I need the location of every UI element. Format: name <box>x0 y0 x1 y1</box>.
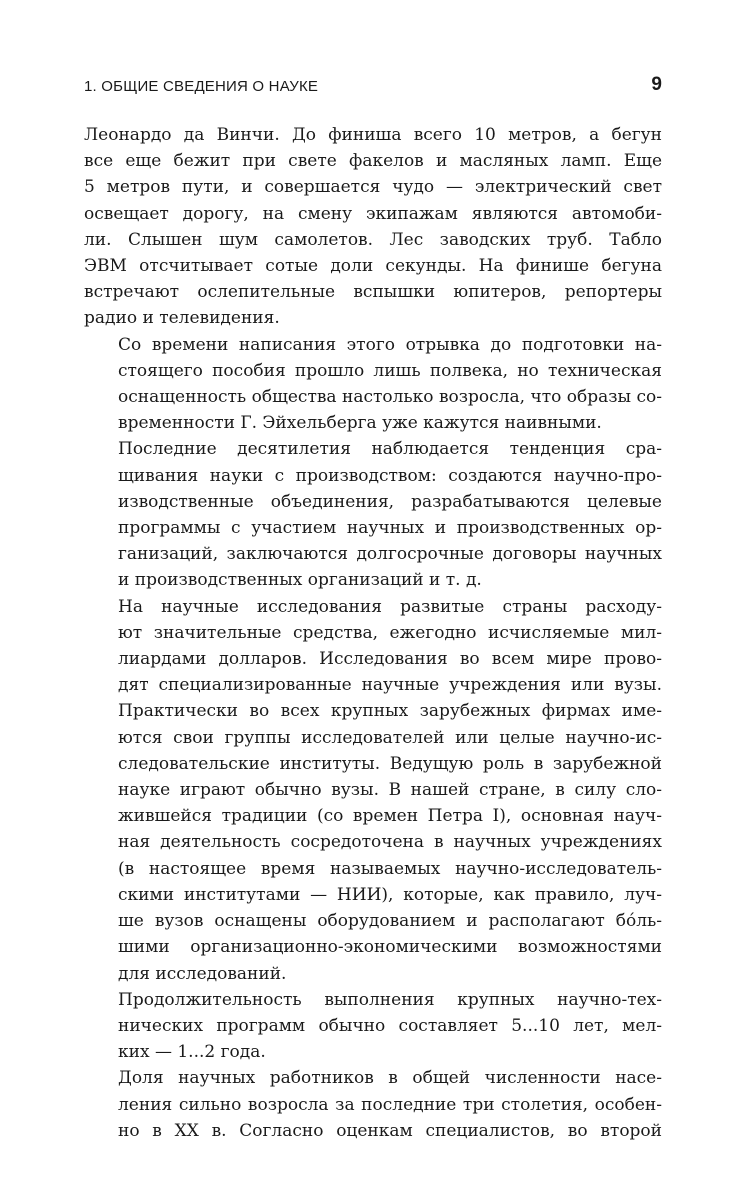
text-line: изводственные объединения, разрабатываются целевые <box>118 491 662 512</box>
text-line: щивания науки с производством: создаются научно-про- <box>118 465 662 486</box>
paragraph-3 <box>84 436 662 593</box>
text-line: радио и телевидения. <box>84 308 280 329</box>
text-line: скими институтами — НИИ), которые, как правило, луч- <box>118 884 662 905</box>
text-line: все еще бежит при свете факелов и масляных ламп. Еще <box>84 151 662 172</box>
text-line: ления сильно возросла за последние три столетия, особен- <box>118 1094 662 1115</box>
text-line: лиардами долларов. Исследования во всем мире прово- <box>118 649 662 670</box>
text-line: Леонардо да Винчи. До финиша всего 10 метров, а бегун <box>84 125 662 145</box>
page-header <box>84 74 662 100</box>
text-line: (в настоящее время называемых научно-исследователь- <box>118 858 662 879</box>
text-line: ная деятельность сосредоточена в научных учреждениях <box>118 832 662 853</box>
text-line: и производственных организаций и т. д. <box>118 570 482 591</box>
text-line: ли. Слышен шум самолетов. Лес заводских труб. Табло <box>84 229 662 250</box>
text-line: Со времени написания этого отрывка до подготовки на- <box>118 334 662 355</box>
text-line: нических программ обычно составляет 5...10 лет, мел- <box>118 1015 662 1036</box>
text-line: дят специализированные научные учреждения или вузы. <box>118 675 662 696</box>
text-line: ЭВМ отсчитывает сотые доли секунды. На финише бегуна <box>84 256 662 277</box>
text-line: ких — 1...2 года. <box>118 1042 266 1063</box>
text-line: Последние десятилетия наблюдается тенденция сра- <box>118 439 662 460</box>
text-line: временности Г. Эйхельберга уже кажутся наивными. <box>118 413 602 434</box>
text-line: Доля научных работников в общей численности насе- <box>118 1068 662 1089</box>
text-line: науке играют обычно вузы. В нашей стране, в силу сло- <box>118 780 662 801</box>
text-line: встречают ослепительные вспышки юпитеров, репортеры <box>84 282 662 303</box>
body-text <box>84 122 662 1144</box>
text-line: ганизаций, заключаются долгосрочные договоры научных <box>118 544 662 565</box>
paragraph-6 <box>84 1065 662 1144</box>
text-line: жившейся традиции (со времен Петра I), основная науч- <box>118 806 662 827</box>
paragraph-1 <box>84 122 662 332</box>
text-line: ше вузов оснащены оборудованием и располагают бо́ль- <box>118 911 662 932</box>
text-line: Практически во всех крупных зарубежных фирмах име- <box>118 701 662 722</box>
paragraph-2 <box>84 332 662 437</box>
text-line: ются свои группы исследователей или целые научно-ис- <box>118 727 662 748</box>
text-line: шими организационно-экономическими возможностями <box>118 937 662 958</box>
text-line: но в XX в. Согласно оценкам специалистов, во второй <box>118 1120 662 1141</box>
text-line: ют значительные средства, ежегодно исчисляемые мил- <box>118 622 662 643</box>
text-line: для исследований. <box>118 963 287 984</box>
text-line: Продолжительность выполнения крупных научно-тех- <box>118 989 662 1010</box>
text-line: стоящего пособия прошло лишь полвека, но техническая <box>118 360 662 381</box>
page-number: 9 <box>651 74 662 95</box>
text-line: оснащенность общества настолько возросла, что образы со- <box>118 387 662 408</box>
text-line: освещает дорогу, на смену экипажам являются автомоби- <box>84 203 662 224</box>
text-line: следовательские институты. Ведущую роль в зарубежной <box>118 753 662 774</box>
paragraph-5 <box>84 987 662 1066</box>
text-line: На научные исследования развитые страны расходу- <box>118 596 662 617</box>
text-line: 5 метров пути, и совершается чудо — электрический свет <box>84 177 662 198</box>
text-line: программы с участием научных и производственных ор- <box>118 518 662 539</box>
paragraph-4 <box>84 594 662 987</box>
running-title: 1. ОБЩИЕ СВЕДЕНИЯ О НАУКЕ <box>84 78 319 95</box>
